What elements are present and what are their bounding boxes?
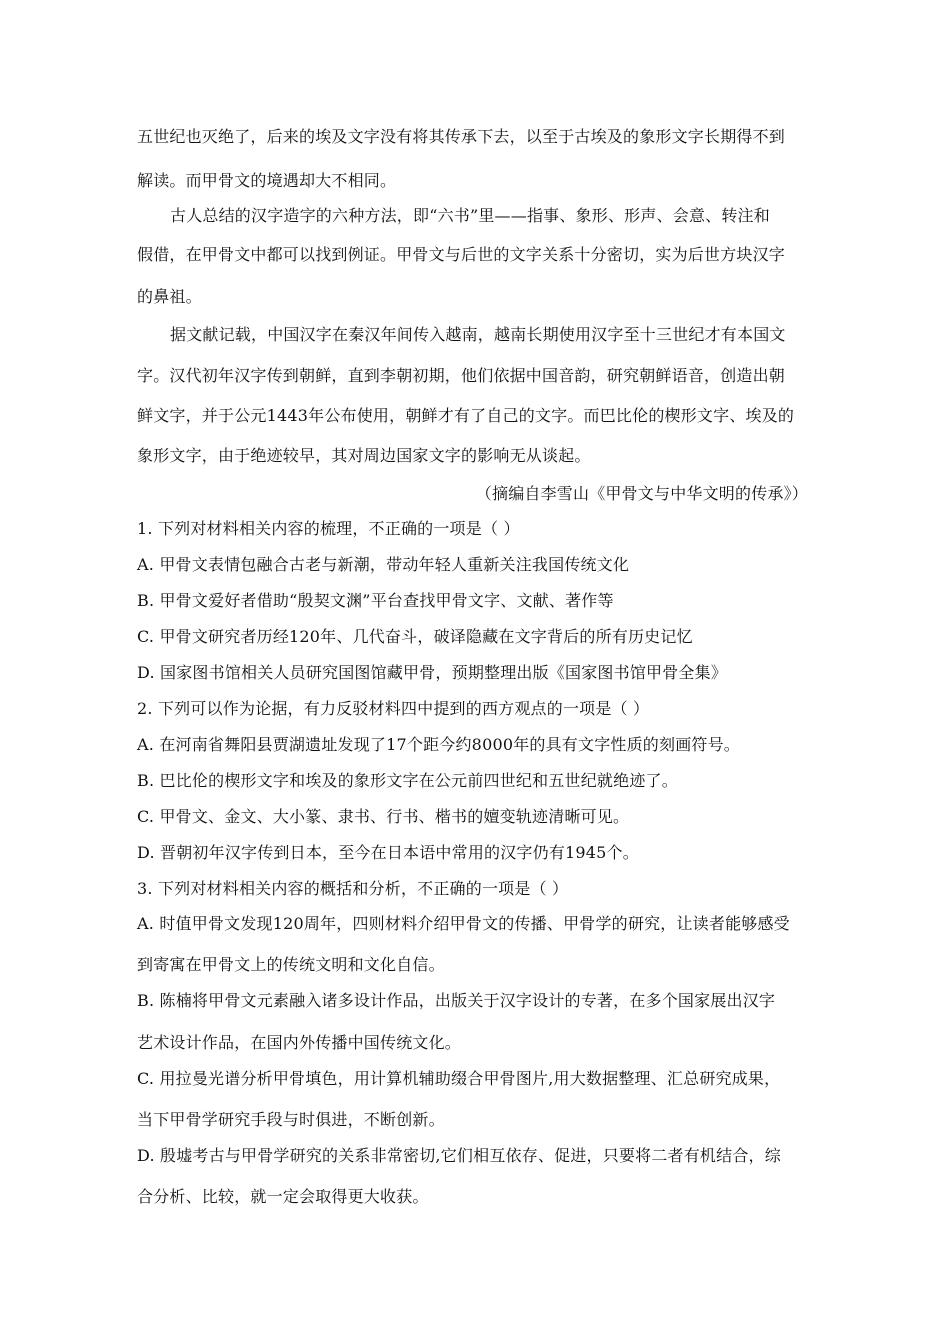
passage-line: 据文献记载，中国汉字在秦汉年间传入越南，越南长期使用汉字至十三世纪才有本国文 bbox=[170, 325, 786, 344]
passage-line: 鲜文字，并于公元1443年公布使用，朝鲜才有了自己的文字。而巴比伦的楔形文字、埃及的 bbox=[137, 406, 795, 425]
question-option-continuation: 到寄寓在甲骨文上的传统文明和文化自信。 bbox=[137, 955, 445, 974]
question-option: C. 甲骨文、金文、大小篆、隶书、行书、楷书的嬗变轨迹清晰可见。 bbox=[137, 807, 630, 826]
passage-line: 假借，在甲骨文中都可以找到例证。甲骨文与后世的文字关系十分密切，实为后世方块汉字 bbox=[137, 245, 786, 264]
question-option: C. 用拉曼光谱分析甲骨填色，用计算机辅助缀合甲骨图片,用大数据整理、汇总研究成果， bbox=[137, 1069, 781, 1088]
passage-line: 古人总结的汉字造字的六种方法，即“六书”里——指事、象形、形声、会意、转注和 bbox=[170, 206, 770, 225]
question-option: A. 时值甲骨文发现120周年，四则材料介绍甲骨文的传播、甲骨学的研究，让读者能够感受 bbox=[137, 914, 790, 933]
question-option: B. 甲骨文爱好者借助“殷契文渊”平台查找甲骨文字、文献、著作等 bbox=[137, 591, 614, 610]
question-option: C. 甲骨文研究者历经120年、几代奋斗，破译隐藏在文字背后的所有历史记忆 bbox=[137, 627, 693, 646]
question-option: A. 在河南省舞阳县贾湖遗址发现了17个距今约8000年的具有文字性质的刻画符号。 bbox=[137, 735, 741, 754]
passage-line: 象形文字，由于绝迹较早，其对周边国家文字的影响无从谈起。 bbox=[137, 446, 591, 465]
question-option: B. 陈楠将甲骨文元素融入诸多设计作品，出版关于汉字设计的专著，在多个国家展出汉字 bbox=[137, 991, 776, 1010]
question-option-continuation: 当下甲骨学研究手段与时俱进，不断创新。 bbox=[137, 1110, 445, 1129]
passage-line: 解读。而甲骨文的境遇却大不相同。 bbox=[137, 171, 397, 190]
question-option: A. 甲骨文表情包融合古老与新潮，带动年轻人重新关注我国传统文化 bbox=[137, 555, 630, 574]
question-option: D. 晋朝初年汉字传到日本，至今在日本语中常用的汉字仍有1945个。 bbox=[137, 843, 639, 862]
question-option: B. 巴比伦的楔形文字和埃及的象形文字在公元前四世纪和五世纪就绝迹了。 bbox=[137, 771, 678, 790]
question-option-continuation: 艺术设计作品，在国内外传播中国传统文化。 bbox=[137, 1033, 462, 1052]
passage-source: （摘编自李雪山《甲骨文与中华文明的传承》） bbox=[475, 484, 808, 503]
question-option-continuation: 合分析、比较，就一定会取得更大收获。 bbox=[137, 1187, 429, 1206]
passage-line: 字。汉代初年汉字传到朝鲜，直到李朝初期，他们依据中国音韵，研究朝鲜语音，创造出朝 bbox=[137, 366, 786, 385]
question-option: D. 国家图书馆相关人员研究国图馆藏甲骨，预期整理出版《国家图书馆甲骨全集》 bbox=[137, 663, 728, 682]
question-stem: 3. 下列对材料相关内容的概括和分析，不正确的一项是（ ） bbox=[137, 879, 569, 898]
question-stem: 2. 下列可以作为论据，有力反驳材料四中提到的西方观点的一项是（ ） bbox=[137, 699, 650, 718]
question-option: D. 殷墟考古与甲骨学研究的关系非常密切,它们相互依存、促进，只要将二者有机结合，综 bbox=[137, 1146, 781, 1165]
question-stem: 1. 下列对材料相关内容的梳理，不正确的一项是（ ） bbox=[137, 519, 520, 538]
passage-line: 的鼻祖。 bbox=[137, 287, 202, 306]
passage-line: 五世纪也灭绝了，后来的埃及文字没有将其传承下去，以至于古埃及的象形文字长期得不到 bbox=[137, 127, 786, 146]
